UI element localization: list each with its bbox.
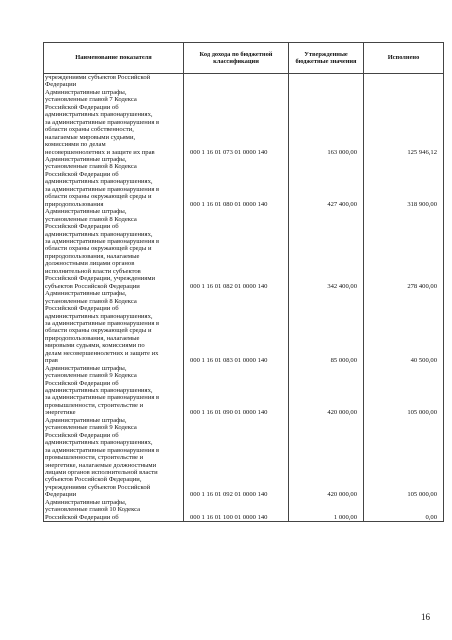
row-code: 000 1 16 01 090 01 0000 140: [184, 365, 289, 417]
header-name: Наименование показателя: [44, 43, 184, 74]
row-executed: 0,00: [364, 499, 444, 522]
header-code: Код дохода по бюджетной классификации: [184, 43, 289, 74]
table-row: [44, 417, 444, 499]
row-approved: 342 400,00: [289, 208, 364, 290]
row-code: 000 1 16 01 092 01 0000 140: [184, 417, 289, 499]
row-executed: 105 000,00: [364, 417, 444, 499]
header-executed: Исполнено: [364, 43, 444, 74]
row-name: Административные штрафы, установленные главой 9 Кодекса Российской Федерации об административных правонарушениях, за административные правонарушения в промышленности, строительстве и энергетике, налагаемые должностными лицами органов исполнительной власти субъектов Российской Федерации, учреждениями субъектов Российской Федерации: [44, 417, 184, 499]
row-executed: 125 946,12: [364, 74, 444, 156]
row-executed: 278 400,00: [364, 208, 444, 290]
row-name: Административные штрафы, установленные главой 8 Кодекса Российской Федерации об административных правонарушениях, за административные правонарушения в области охраны окружающей среды и природопользования, налагаемые мировыми судьями, комиссиями по делам несовершеннолетних и защите их прав: [44, 290, 184, 365]
row-name: Административные штрафы, установленные главой 8 Кодекса Российской Федерации об административных правонарушениях, за административные правонарушения в области охраны окружающей среды и природопользования: [44, 156, 184, 208]
table-row: [44, 208, 444, 290]
table-row: [44, 290, 444, 365]
row-name: учреждениями субъектов Российской Федерации Административные штрафы, установленные главой 7 Кодекса Российской Федерации об административных правонарушениях, за административные правонарушения в области охраны собственности, налагаемые мировыми судьями, комиссиями по делам несовершеннолетних и защите их прав: [44, 74, 184, 156]
row-executed: 40 500,00: [364, 290, 444, 365]
row-approved: 163 000,00: [289, 74, 364, 156]
row-name: Административные штрафы, установленные главой 9 Кодекса Российской Федерации об административных правонарушениях, за административные правонарушения в промышленности, строительстве и энергетике: [44, 365, 184, 417]
page-number: 16: [421, 612, 430, 622]
table-row: [44, 499, 444, 522]
row-approved: 427 400,00: [289, 156, 364, 208]
revenue-table: [43, 42, 444, 522]
row-code: 000 1 16 01 082 01 0000 140: [184, 208, 289, 290]
row-code: 000 1 16 01 100 01 0000 140: [184, 499, 289, 522]
row-approved: 85 000,00: [289, 290, 364, 365]
table-row: [44, 74, 444, 156]
row-approved: 420 000,00: [289, 365, 364, 417]
row-code: 000 1 16 01 073 01 0000 140: [184, 74, 289, 156]
row-name: Административные штрафы, установленные главой 8 Кодекса Российской Федерации об административных правонарушениях, за административные правонарушения в области охраны окружающей среды и природопользования, налагаемые должностными лицами органов исполнительной власти субъектов Российской Федерации, учреждениями субъектов Российской Федерации: [44, 208, 184, 290]
row-executed: 105 000,00: [364, 365, 444, 417]
table-row: [44, 365, 444, 417]
row-executed: 318 900,00: [364, 156, 444, 208]
row-approved: 420 000,00: [289, 417, 364, 499]
row-approved: 1 000,00: [289, 499, 364, 522]
header-approved: Утвержденные бюджетные значения: [289, 43, 364, 74]
row-name: Административные штрафы, установленные главой 10 Кодекса Российской Федерации об: [44, 499, 184, 522]
table-header: [44, 43, 444, 74]
table-row: [44, 156, 444, 208]
row-code: 000 1 16 01 080 01 0000 140: [184, 156, 289, 208]
row-code: 000 1 16 01 083 01 0000 140: [184, 290, 289, 365]
